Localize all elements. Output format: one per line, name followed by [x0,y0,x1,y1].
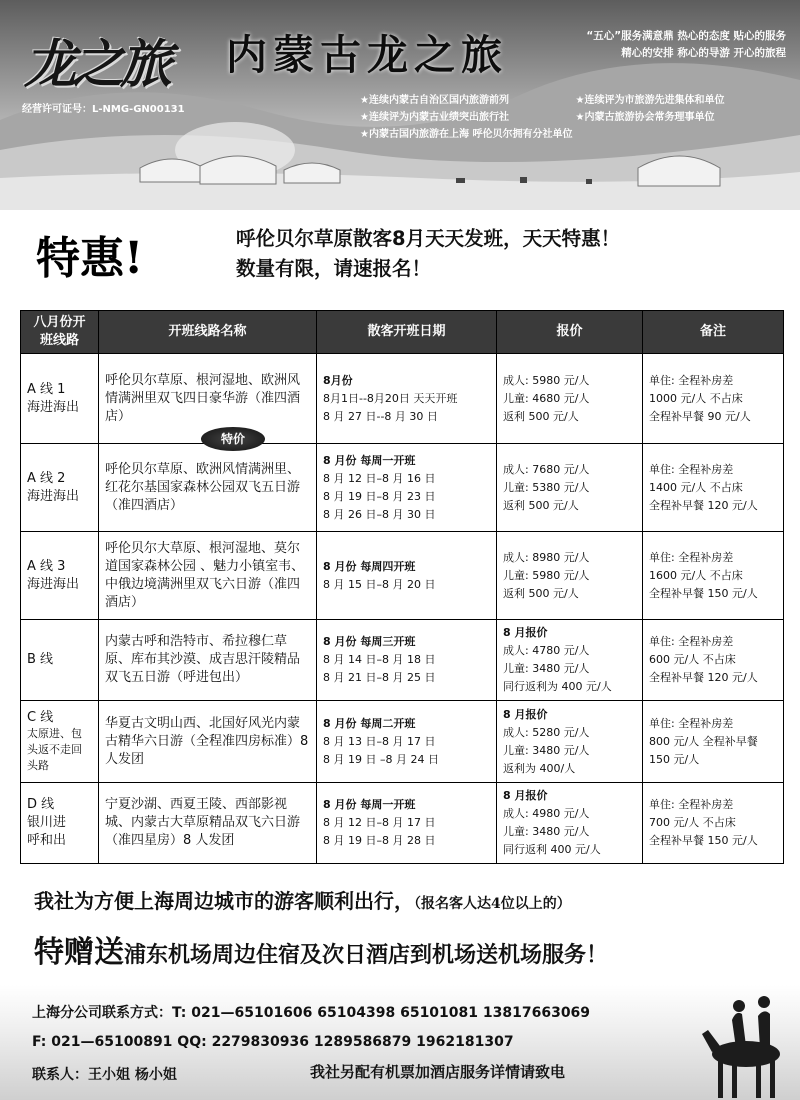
route-price: 成人: 5980 元/人 儿童: 4680 元/人 返利 500 元/人 [497,354,643,444]
honors-list [360,92,800,143]
headline-line-1: 呼伦贝尔草原散客8月天天发班，天天特惠！ [236,227,621,250]
route-notes: 单住: 全程补房差 600 元/人 不占床 全程补早餐 120 元/人 [643,620,784,701]
table-header-row [21,311,784,354]
contact-fax-qq-line: F: 021—65100891 QQ: 2279830936 1289586879 1962181307 [32,1034,514,1050]
col-header-dates: 散客开班日期 [317,311,497,354]
route-code: B 线 [21,620,99,701]
table-row [21,354,784,444]
honor-item: ★内蒙古旅游协会常务理事单位 [575,112,715,123]
honor-item: ★连续评为内蒙古业绩突出旅行社 [360,112,509,123]
contact-phone-line: 上海分公司联系方式：T: 021—65101606 65104398 65101081 13817663069 [32,1005,591,1021]
col-header-notes: 备注 [643,311,784,354]
route-code: C 线 太原进、包头返不走回头路 [21,701,99,783]
honor-item: ★内蒙古国内旅游在上海 呼伦贝尔拥有分社单位 [360,129,573,140]
route-name: 呼伦贝尔草原、根河湿地、欧洲风情满洲里双飞四日豪华游（准四酒店） 特价 [99,354,317,444]
route-name: 宁夏沙湖、西夏王陵、西部影视城、内蒙古大草原精品双飞六日游（准四星房）8 人发团 [99,783,317,864]
route-notes: 单住: 全程补房差 800 元/人 全程补早餐 150 元/人 [643,701,784,783]
route-price: 成人: 8980 元/人 儿童: 5980 元/人 返利 500 元/人 [497,532,643,620]
route-code: A 线 2 海进海出 [21,444,99,532]
min-group-note: （报名客人达4位以上的） [414,896,571,912]
headline-line-2: 数量有限，请速报名！ [236,257,432,280]
airport-promo-line-2: 特赠送浦东机场周边住宿及次日酒店到机场送机场服务！ [34,935,609,970]
table-row [21,532,784,620]
route-name: 呼伦贝尔大草原、根河湿地、莫尔道国家森林公园 、魅力小镇室韦、中俄边境满洲里双飞六日游（准四酒店） [99,532,317,620]
route-dates: 8 月份 每周一开班 8 月 12 日–8 月 17 日 8 月 19 日–8 月 28 日 [317,783,497,864]
route-name: 内蒙古呼和浩特市、希拉穆仁草原、库布其沙漠、成吉思汗陵精品双飞五日游（呼进包出） [99,620,317,701]
route-notes: 单住: 全程补房差 700 元/人 不占床 全程补早餐 150 元/人 [643,783,784,864]
route-name: 呼伦贝尔草原、欧洲风情满洲里、红花尔基国家森林公园双飞五日游 （准四酒店） [99,444,317,532]
route-dates: 8月份 8月1日--8月20日 天天开班 8 月 27 日--8 月 30 日 [317,354,497,444]
service-motto [476,28,786,62]
license-number: 经营许可证号：L-NMG-GN00131 [22,104,185,115]
honor-item: ★连续内蒙古自治区国内旅游前列 [360,95,509,106]
special-offer-title: 特惠! [36,233,144,284]
route-code: D 线 银川进 呼和出 [21,783,99,864]
airport-promo-line-1: 我社为方便上海周边城市的游客顺利出行，（报名客人达4位以上的） [34,889,571,913]
route-dates: 8 月份 每周四开班 8 月 15 日–8 月 20 日 [317,532,497,620]
motto-line: 精心的安排 称心的导游 开心的旅程 [621,47,786,59]
horse-riders-illustration [702,990,790,1100]
route-code: A 线 3 海进海出 [21,532,99,620]
motto-line: “五心”服务满意鼎 热心的态度 贴心的服务 [586,30,786,42]
special-price-badge: 特价 [201,427,265,451]
route-price: 成人: 7680 元/人 儿童: 5380 元/人 返利 500 元/人 [497,444,643,532]
col-header-route-month: 八月份开班线路 [21,311,99,354]
honor-item: ★连续评为市旅游先进集体和单位 [575,95,725,106]
table-row [21,444,784,532]
route-code: A 线 1 海进海出 [21,354,99,444]
route-price: 8 月报价 成人: 5280 元/人 儿童: 3480 元/人 返利为 400/人 [497,701,643,783]
route-price: 8 月报价 成人: 4980 元/人 儿童: 3480 元/人 同行返利 400 元/人 [497,783,643,864]
ticket-hotel-service: 我社另配有机票加酒店服务详情请致电 [310,1063,566,1081]
route-notes: 单住: 全程补房差 1000 元/人 不占床 全程补早餐 90 元/人 [643,354,784,444]
brand-logo: 龙之旅 [24,34,169,95]
route-table [20,310,784,864]
route-name: 华夏古文明山西、北国好风光内蒙古精华六日游（全程准四房标准）8 人发团 [99,701,317,783]
route-dates: 8 月份 每周一开班 8 月 12 日–8 月 16 日 8 月 19 日–8 月 23 日 8 月 26 日–8 月 30 日 [317,444,497,532]
col-header-price: 报价 [497,311,643,354]
promo-headline [236,224,620,284]
route-price: 8 月报价 成人: 4780 元/人 儿童: 3480 元/人 同行返利为 400 元/人 [497,620,643,701]
header-banner [0,0,800,210]
table-row [21,701,784,783]
table-row [21,783,784,864]
contact-person: 联系人：王小姐 杨小姐 [32,1067,177,1083]
col-header-route-name: 开班线路名称 [99,311,317,354]
gift-keyword: 特赠送 [34,935,124,970]
table-row [21,620,784,701]
route-notes: 单住: 全程补房差 1600 元/人 不占床 全程补早餐 150 元/人 [643,532,784,620]
route-notes: 单住: 全程补房差 1400 元/人 不占床 全程补早餐 120 元/人 [643,444,784,532]
route-dates: 8 月份 每周三开班 8 月 14 日–8 月 18 日 8 月 21 日–8 月 25 日 [317,620,497,701]
route-dates: 8 月份 每周二开班 8 月 13 日–8 月 17 日 8 月 19 日 –8 月 24 日 [317,701,497,783]
brand-title: 内蒙古龙之旅 [226,31,508,79]
